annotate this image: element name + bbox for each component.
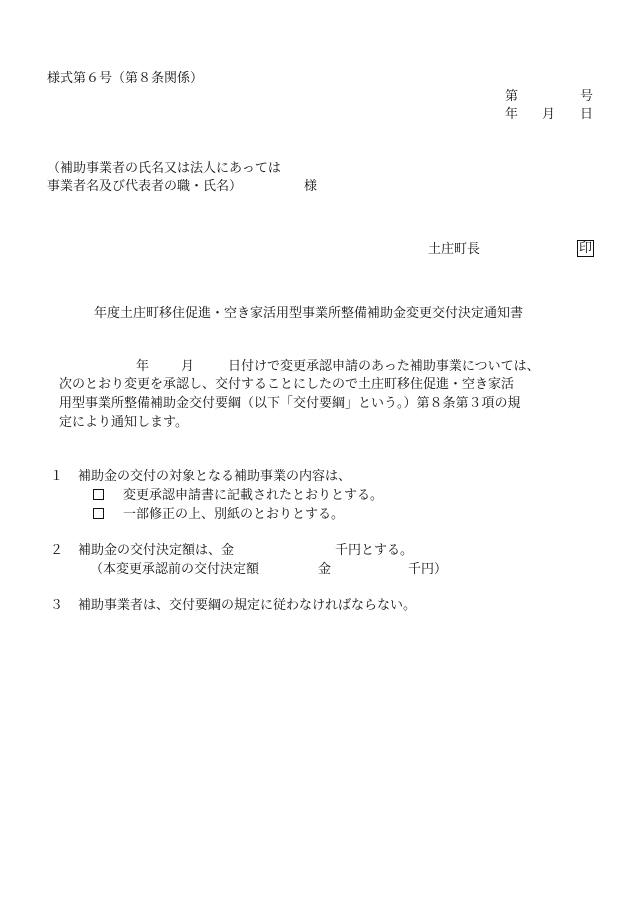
intro-line-3: 用型事業所整備補助金交付要綱（以下「交付要綱」という。）第８条第３項の規 — [59, 396, 521, 411]
document-number-suffix: 号 — [580, 89, 594, 104]
date-month-label: 月 — [542, 107, 556, 122]
document-number-prefix: 第 — [505, 89, 519, 104]
item-2-sub-kin: 金 — [318, 562, 332, 577]
item-2-sub-open: （本変更承認前の交付決定額 — [90, 562, 260, 577]
item-2-sub-close: 千円） — [408, 562, 448, 577]
item-1-option-1-label: 変更承認申請書に記載されたとおりとする。 — [123, 488, 384, 503]
seal-mark — [577, 240, 594, 257]
item-1-option-2 — [93, 508, 104, 521]
item-1-number: １ — [50, 469, 64, 484]
seal-label: 印 — [579, 241, 593, 256]
intro-month: 月 — [181, 359, 195, 374]
intro-year: 年 — [136, 359, 150, 374]
item-3-text: 補助事業者は、交付要綱の規定に従わなければならない。 — [78, 598, 417, 613]
item-3-number: ３ — [50, 598, 64, 613]
item-1-text: 補助金の交付の対象となる補助事業の内容は、 — [78, 469, 352, 484]
item-1-option-1 — [93, 489, 104, 502]
checkbox-option-2[interactable] — [93, 508, 104, 519]
sender-title: 土庄町長 — [428, 242, 481, 257]
form-label: 様式第６号（第８条関係） — [47, 71, 204, 86]
item-2-number: ２ — [50, 543, 64, 558]
item-2-text: 補助金の交付決定額は、金 — [78, 543, 235, 558]
item-1-option-2-label: 一部修正の上、別紙のとおりとする。 — [123, 507, 345, 522]
addressee-line-2: 事業者名及び代表者の職・氏名） — [47, 179, 243, 194]
date-year-label: 年 — [505, 107, 519, 122]
checkbox-option-1[interactable] — [93, 489, 104, 500]
item-2-unit: 千円とする。 — [335, 543, 414, 558]
intro-line-2: 次のとおり変更を承認し、交付することにしたので土庄町移住促進・空き家活 — [59, 377, 515, 392]
intro-line-4: 定により通知します。 — [59, 415, 188, 430]
intro-line-1: 日付けで変更承認申請のあった補助事業については、 — [228, 359, 540, 374]
addressee-honorific: 様 — [304, 179, 318, 194]
date-day-label: 日 — [580, 107, 594, 122]
addressee-line-1: （補助事業者の氏名又は法人にあっては — [47, 161, 281, 176]
document-title: 年度土庄町移住促進・空き家活用型事業所整備補助金変更交付決定通知書 — [94, 306, 524, 321]
